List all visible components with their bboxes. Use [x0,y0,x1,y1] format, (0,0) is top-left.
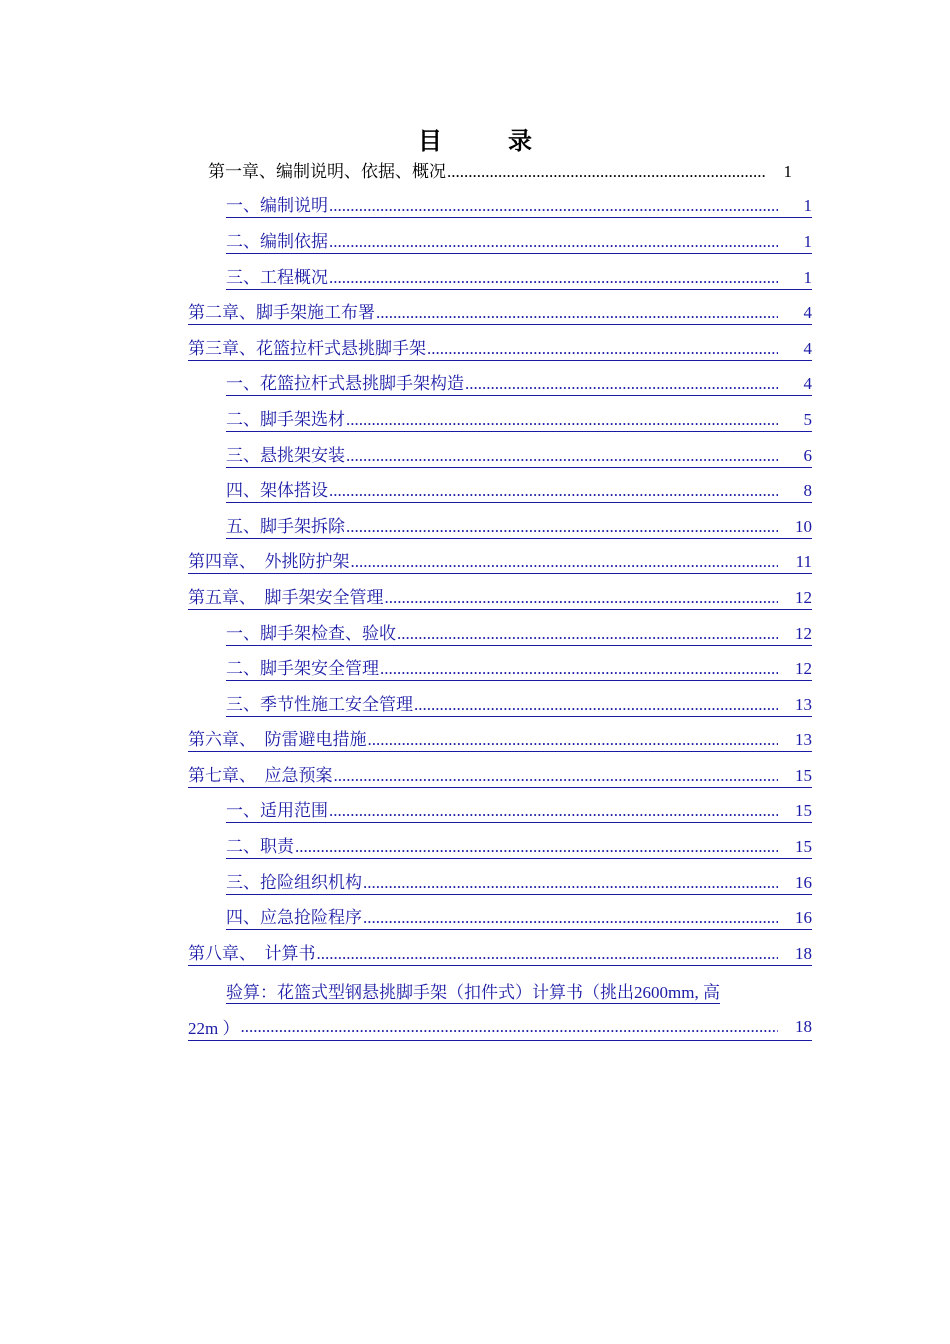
toc-page-number: 5 [803,409,812,429]
toc-entry-label: 第一章、编制说明、依据、概况 [208,161,446,181]
toc-entry-label: 第四章、 外挑防护架 [188,552,350,572]
toc-entry-label: 二、职责 [226,837,294,857]
toc-entry[interactable] [188,830,812,866]
toc-leader-dots [329,196,778,216]
toc-entry[interactable] [188,724,812,760]
toc-entry-label: 22m ） [188,1019,240,1039]
toc-entry-link[interactable] [226,695,812,717]
toc-entry[interactable] [188,581,812,617]
toc-entry-link[interactable] [226,624,812,646]
toc-page-number: 12 [795,659,812,679]
toc-leader-dots [346,410,778,430]
toc-page-number: 13 [795,694,812,714]
toc-entry-label: 一、编制说明 [226,196,328,216]
toc-page-number: 12 [795,587,812,607]
toc-entry-link[interactable] [188,766,812,788]
toc-page-number: 1 [803,231,812,251]
toc-leader-dots [385,588,779,608]
toc-leader-dots [376,303,778,323]
toc-leader-dots [346,517,778,537]
toc-leader-dots [447,162,766,182]
toc-entry[interactable] [188,759,812,795]
toc-leader-dots [397,624,778,644]
toc-entry[interactable] [188,510,812,546]
toc-page-number: 1 [783,161,792,181]
toc-entry[interactable] [188,332,812,368]
toc-leader-dots [329,232,778,252]
toc-page-number: 13 [795,730,812,750]
toc-entry-label: 四、应急抢险程序 [226,908,362,928]
toc-page-number: 18 [795,1016,812,1036]
toc-entry[interactable] [188,652,812,688]
toc-entry[interactable] [188,190,812,226]
toc-entry[interactable] [188,225,812,261]
toc-entry-link[interactable] [188,303,812,325]
toc-entry-link[interactable] [226,374,812,396]
toc-entry-label: 二、编制依据 [226,231,328,251]
toc-leader-dots [414,695,778,715]
toc-entry-label: 验算：花篮式型钢悬挑脚手架（扣件式）计算书（挑出2600mm, 高 [226,978,720,1004]
toc-entry[interactable] [188,688,812,724]
toc-leader-dots [368,730,779,750]
toc-entry-link[interactable] [226,801,812,823]
toc-title: 目 录 [418,129,562,155]
toc-entry-link[interactable] [188,339,812,361]
toc-page-number: 4 [803,338,812,358]
toc-entry-label: 五、脚手架拆除 [226,516,345,536]
toc-entry[interactable] [188,474,812,510]
toc-entry[interactable] [188,154,812,190]
toc-entry[interactable] [188,261,812,297]
toc-page-number: 15 [795,801,812,821]
toc-page-number: 15 [795,837,812,857]
toc-entry-link[interactable] [226,232,812,254]
toc-page-number: 16 [795,872,812,892]
toc-entry-label: 三、悬挑架安装 [226,445,345,465]
toc-entry-label: 一、脚手架检查、验收 [226,623,396,643]
toc-entry-link[interactable] [188,552,812,574]
toc-entry-link[interactable] [226,268,812,290]
toc-entry-link[interactable] [226,196,812,218]
toc-page-number: 8 [803,481,812,501]
toc-page-number: 18 [795,943,812,963]
toc-entry-link[interactable] [226,659,812,681]
toc-entry-link[interactable] [226,481,812,503]
toc-page-number: 10 [795,516,812,536]
toc-entry-link[interactable] [188,944,812,966]
toc-leader-dots [329,801,778,821]
toc-entry-label: 二、脚手架安全管理 [226,659,379,679]
toc-entry-link[interactable] [188,588,812,610]
toc-entry-calculation-line2[interactable] [188,1009,812,1047]
toc-leader-dots [351,552,779,572]
toc-leader-dots [317,944,779,964]
toc-entry[interactable] [188,866,812,902]
toc-entry-label: 一、适用范围 [226,801,328,821]
toc-page-number: 16 [795,908,812,928]
toc-entry[interactable] [188,617,812,653]
toc-entry-link[interactable] [188,730,812,752]
toc-entry[interactable] [188,901,812,937]
toc-entry-text [208,162,792,182]
toc-entry[interactable] [188,546,812,582]
toc-page-number: 4 [803,303,812,323]
toc-entry-label: 一、花篮拉杆式悬挑脚手架构造 [226,374,464,394]
toc-entry-link[interactable] [226,908,812,930]
toc-entry-label: 四、架体搭设 [226,481,328,501]
toc-entry-label: 三、抢险组织机构 [226,872,362,892]
toc-entry-link[interactable] [226,517,812,539]
toc-entry-label: 第三章、花篮拉杆式悬挑脚手架 [188,338,426,358]
toc-leader-dots [465,374,778,394]
toc-entry-label: 三、季节性施工安全管理 [226,694,413,714]
toc-leader-dots [380,659,778,679]
toc-leader-dots [240,1017,778,1037]
toc-entry-label: 三、工程概况 [226,267,328,287]
toc-entry[interactable] [188,403,812,439]
toc-page-number: 4 [803,374,812,394]
toc-entry-link[interactable] [226,446,812,468]
toc-leader-dots [329,268,778,288]
toc-leader-dots [329,481,778,501]
toc-leader-dots [346,446,778,466]
toc-entry-link[interactable] [226,410,812,432]
toc-leader-dots [363,908,778,928]
toc-entry[interactable] [188,795,812,831]
toc-entry-label: 第五章、 脚手架安全管理 [188,587,384,607]
toc-entry-calculation-line1[interactable] [188,973,812,1009]
toc-page-number: 6 [803,445,812,465]
table-of-contents [188,154,812,1047]
toc-leader-dots [427,339,778,359]
toc-entry-label: 第八章、 计算书 [188,943,316,963]
toc-entry-label: 第二章、脚手架施工布署 [188,303,375,323]
toc-entry[interactable] [188,439,812,475]
toc-leader-dots [295,837,778,857]
toc-entry[interactable] [188,368,812,404]
toc-leader-dots [363,873,778,893]
toc-entry[interactable] [188,296,812,332]
toc-page-number: 12 [795,623,812,643]
toc-entry-label: 二、脚手架选材 [226,409,345,429]
toc-leader-dots [334,766,779,786]
toc-page-number: 15 [795,765,812,785]
toc-entry[interactable] [188,937,812,973]
toc-entry-label: 第七章、 应急预案 [188,765,333,785]
toc-entry-link[interactable] [226,873,812,895]
toc-entry-link[interactable] [226,837,812,859]
toc-page-number: 11 [795,552,812,572]
toc-entry-label: 第六章、 防雷避电措施 [188,730,367,750]
toc-page-number: 1 [803,196,812,216]
toc-page-number: 1 [803,267,812,287]
